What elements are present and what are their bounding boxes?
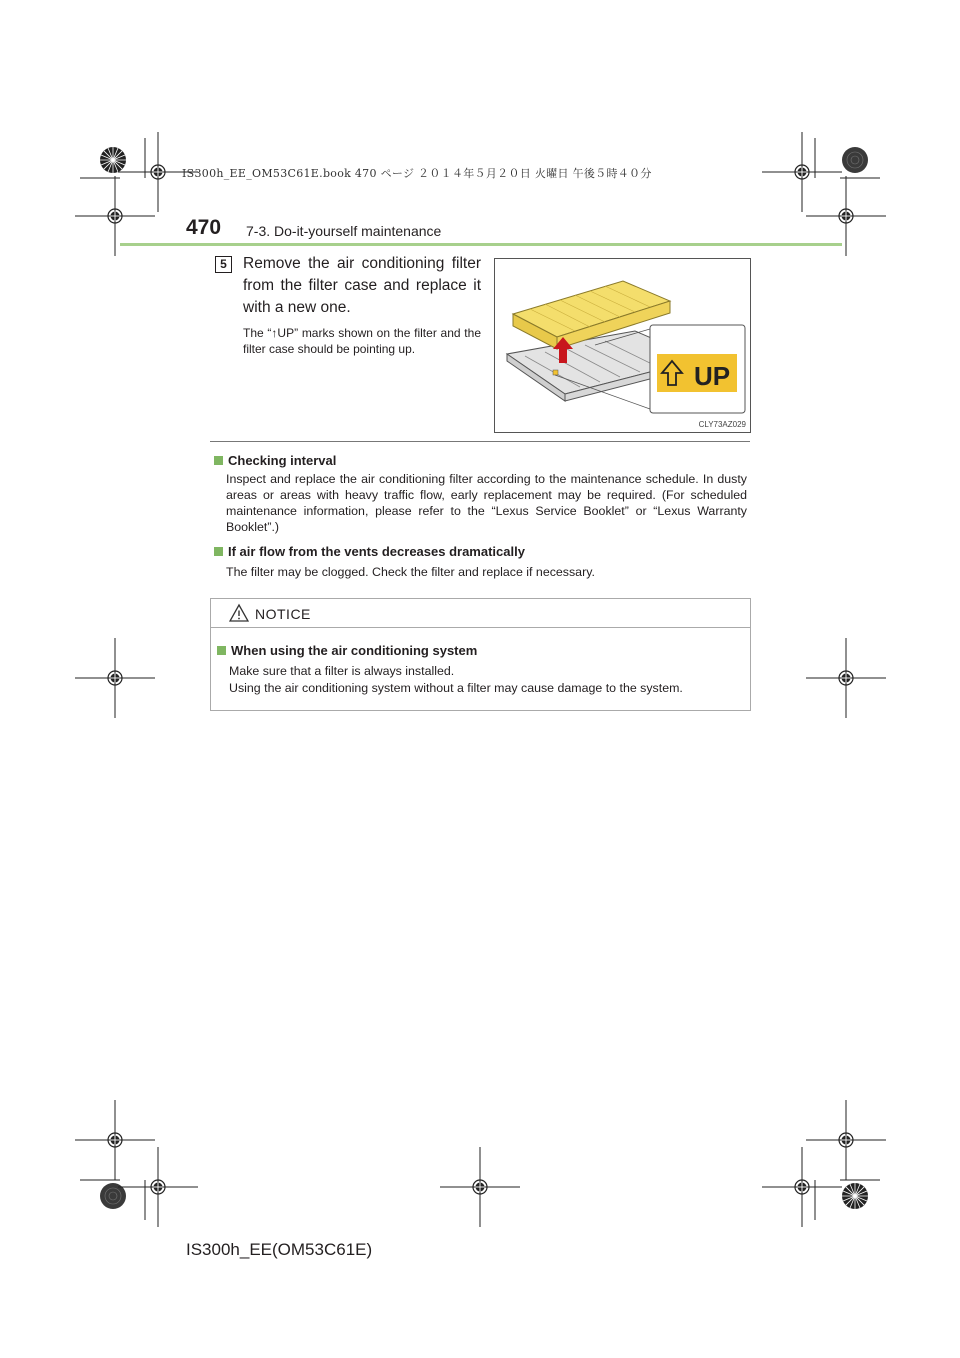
notice-header <box>211 599 750 628</box>
filter-replacement-drawing <box>495 259 750 432</box>
figure-code: CLY73AZ029 <box>698 420 746 429</box>
notice-line-2: Using the air conditioning system without a filter may cause damage to the system. <box>229 681 683 695</box>
up-label: UP <box>693 361 731 391</box>
subsection-heading-airflow: If air flow from the vents decreases dramatically <box>214 543 525 561</box>
step-number-badge: 5 <box>215 256 232 273</box>
section-title: 7-3. Do-it-yourself maintenance <box>246 223 442 239</box>
print-header: IS300h_EE_OM53C61E.book 470 ページ ２０１４年５月２０日 火曜日 午後５時４０分 <box>182 167 652 180</box>
warning-icon <box>229 603 249 623</box>
document-code: IS300h_EE(OM53C61E) <box>186 1240 373 1259</box>
page-number: 470 <box>186 216 222 239</box>
bullet-square-icon <box>214 547 223 556</box>
airflow-text: The filter may be clogged. Check the filter and replace if necessary. <box>226 565 595 579</box>
notice-box <box>210 598 751 711</box>
header-rule <box>120 243 842 246</box>
step-instruction: Remove the air conditioning filter from the filter case and replace it with a new one. <box>243 255 481 316</box>
filter-illustration <box>494 258 751 433</box>
subsection-heading-checking-interval: Checking interval <box>214 452 336 470</box>
section-divider <box>210 441 750 442</box>
notice-line-1: Make sure that a filter is always installed. <box>229 664 455 678</box>
notice-title: NOTICE <box>255 606 311 622</box>
bullet-square-icon <box>217 646 226 655</box>
checking-interval-text: Inspect and replace the air conditioning filter according to the maintenance schedule. In dusty areas or areas with heavy traffic flow, early replacement may be required. (For scheduled maintenance information, please refer to the “Lexus Service Booklet” or “Lexus Warranty Booklet”.) <box>226 472 747 534</box>
bullet-square-icon <box>214 456 223 465</box>
notice-subheading: When using the air conditioning system <box>217 642 477 660</box>
step-note: The “↑UP” marks shown on the filter and the filter case should be pointing up. <box>243 326 481 356</box>
